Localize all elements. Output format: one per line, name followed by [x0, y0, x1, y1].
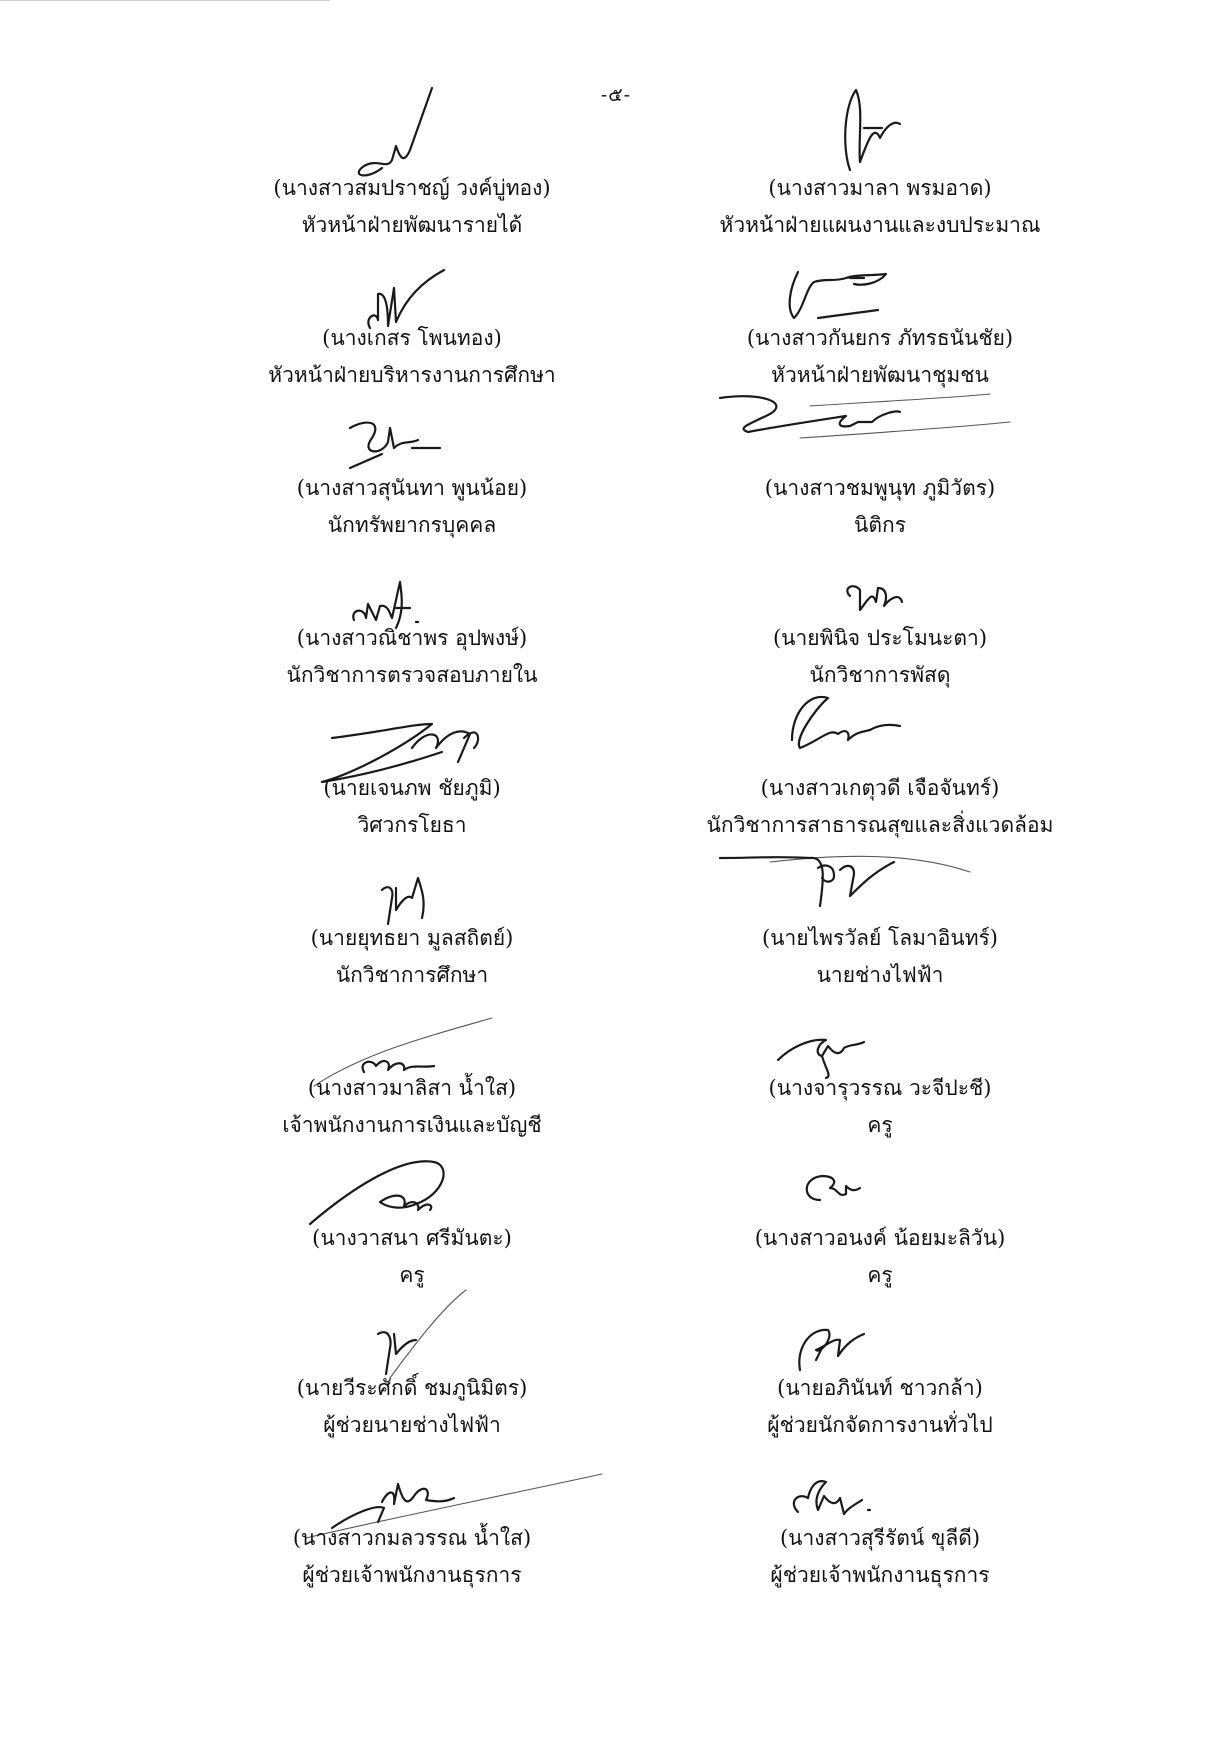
signatory-name: (นางสาวอนงค์ น้อยมะลิวัน) — [754, 1226, 1006, 1250]
signatory-position: นักวิชาการศึกษา — [335, 963, 489, 987]
signatory-name: (นางวาสนา ศรีมันตะ) — [312, 1226, 512, 1250]
signatory-name: (นางสาวมาลา พรมอาด) — [768, 176, 992, 200]
signatory-name: (นายยุทธยา มูลสถิตย์) — [310, 926, 514, 950]
signatory-name: (นางเกสร โพนทอง) — [322, 326, 502, 350]
signatory-position: นิติกร — [854, 513, 906, 537]
signatory-position: ครู — [867, 1263, 893, 1287]
signatory-position: ผู้ช่วยนายช่างไฟฟ้า — [323, 1413, 501, 1437]
signature-block — [182, 98, 642, 248]
signature-block — [182, 998, 642, 1148]
signatory-name: (นางสาวสมปราชญ์ วงค์บู่ทอง) — [273, 176, 551, 200]
signature-block — [650, 848, 1110, 998]
signature-block — [650, 248, 1110, 398]
signatory-name: (นางจารุวรรณ วะจีปะชี) — [768, 1076, 992, 1100]
signature-block — [182, 1148, 642, 1298]
signatory-position: นายช่างไฟฟ้า — [816, 963, 944, 987]
signature-block — [182, 548, 642, 698]
signatory-name: (นางสาวเกตุวดี เจือจันทร์) — [760, 776, 1000, 800]
signature-block — [650, 398, 1110, 548]
scan-edge-line — [0, 0, 330, 1]
signatory-position: ผู้ช่วยเจ้าพนักงานธุรการ — [302, 1563, 522, 1587]
signature-block — [650, 98, 1110, 248]
signature-block — [650, 998, 1110, 1148]
signature-block — [650, 1448, 1110, 1598]
signatory-name: (นางสาวกันยกร ภัทรธนันชัย) — [746, 326, 1014, 350]
signatory-position: ครู — [399, 1263, 425, 1287]
signatory-position: หัวหน้าฝ่ายแผนงานและงบประมาณ — [719, 213, 1041, 237]
signatory-position: หัวหน้าฝ่ายพัฒนาชุมชน — [771, 363, 989, 387]
signatory-name: (นายพินิจ ประโมนะตา) — [772, 626, 988, 650]
signature-block — [182, 698, 642, 848]
signature-block — [650, 548, 1110, 698]
signature-block — [182, 1448, 642, 1598]
signature-block — [182, 848, 642, 998]
signature-block — [650, 1148, 1110, 1298]
signatory-name: (นางสาวกมลวรรณ น้ำใส) — [292, 1526, 532, 1550]
signatory-name: (นางสาวสุรีรัตน์ ขุลีดี) — [779, 1526, 981, 1550]
signatory-position: เจ้าพนักงานการเงินและบัญชี — [282, 1113, 542, 1137]
signatory-name: (นายไพรวัลย์ โลมาอินทร์) — [761, 926, 999, 950]
signature-block — [182, 248, 642, 398]
signatory-name: (นายวีระศักดิ์ ชมภูนิมิตร) — [296, 1376, 528, 1400]
signatory-name: (นางสาวสุนันทา พูนน้อย) — [296, 476, 528, 500]
signatory-name: (นางสาวณิชาพร อุปพงษ์) — [296, 626, 528, 650]
signature-block — [650, 1298, 1110, 1448]
signatory-position: ผู้ช่วยเจ้าพนักงานธุรการ — [770, 1563, 990, 1587]
signature-block — [182, 398, 642, 548]
signatory-name: (นางสาวชมพูนุท ภูมิวัตร) — [764, 476, 996, 500]
signatory-name: (นายอภินันท์ ชาวกล้า) — [777, 1376, 983, 1400]
signatory-position: นักวิชาการตรวจสอบภายใน — [286, 663, 538, 687]
signatory-position: ผู้ช่วยนักจัดการงานทั่วไป — [767, 1413, 993, 1437]
signatory-position: ครู — [867, 1113, 893, 1137]
signature-block — [650, 698, 1110, 848]
signatory-name: (นายเจนภพ ชัยภูมิ) — [323, 776, 501, 800]
signatory-position: หัวหน้าฝ่ายพัฒนารายได้ — [301, 213, 523, 237]
signatory-position: นักทรัพยากรบุคคล — [327, 513, 497, 537]
signatory-position: วิศวกรโยธา — [357, 813, 467, 837]
signature-block — [182, 1298, 642, 1448]
page-number: -๕- — [600, 84, 632, 106]
signatory-name: (นางสาวมาลิสา น้ำใส) — [307, 1076, 517, 1100]
signatory-position: นักวิชาการพัสดุ — [809, 663, 951, 687]
signatory-position: นักวิชาการสาธารณสุขและสิ่งแวดล้อม — [706, 813, 1054, 837]
signatory-position: หัวหน้าฝ่ายบริหารงานการศึกษา — [268, 363, 556, 387]
